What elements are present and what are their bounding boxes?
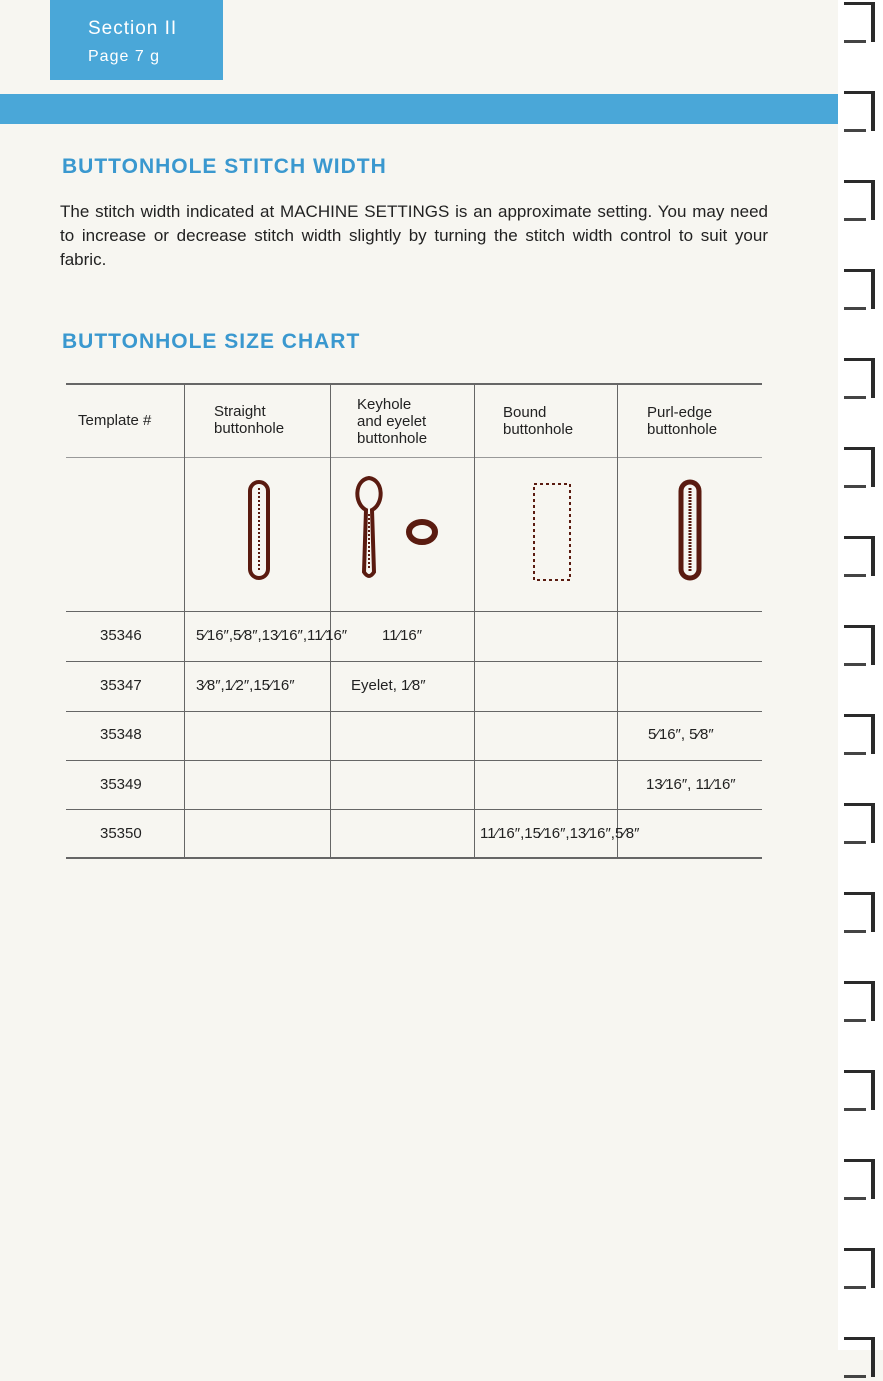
binding-ring (838, 625, 883, 669)
section-tab (50, 0, 223, 80)
stitch-width-heading: BUTTONHOLE STITCH WIDTH (62, 155, 387, 178)
binding-ring (838, 1159, 883, 1203)
stitch-width-paragraph: The stitch width indicated at MACHINE SETTINGS is an approximate setting. You may need to increase or decrease stitch width slightly by turning the stitch width control to suit your fabric. (60, 202, 768, 269)
bound-buttonhole-illustration (530, 480, 574, 584)
header-purl: Purl-edge buttonhole (647, 404, 718, 438)
straight-buttonhole-illustration (244, 478, 274, 582)
binding-ring (838, 536, 883, 580)
binding-ring (838, 1070, 883, 1114)
section-label: Section II (88, 18, 178, 39)
cell-template: 35348 (100, 726, 142, 743)
binding-ring (838, 447, 883, 491)
keyhole-buttonhole-illustration (352, 474, 460, 584)
cell-template: 35349 (100, 776, 142, 793)
size-chart-heading: BUTTONHOLE SIZE CHART (62, 330, 361, 353)
cell-straight: 5⁄16″,5⁄8″,13⁄16″,11⁄16″ (196, 627, 348, 644)
binding-ring (838, 358, 883, 402)
cell-purl: 13⁄16″, 11⁄16″ (646, 776, 736, 793)
header-band (0, 94, 840, 124)
binding-ring (838, 2, 883, 46)
binding-ring (838, 180, 883, 224)
cell-template: 35347 (100, 677, 142, 694)
header-straight: Straight buttonhole (214, 403, 285, 437)
cell-template: 35346 (100, 627, 142, 644)
binding-ring (838, 803, 883, 847)
binding-ring (838, 714, 883, 758)
binding-ring (838, 1248, 883, 1292)
cell-bound: 11⁄16″,15⁄16″,13⁄16″,5⁄8″ (480, 825, 640, 842)
header-bound: Bound buttonhole (503, 404, 574, 438)
cell-template: 35350 (100, 825, 142, 842)
binding-ring (838, 981, 883, 1025)
binding-ring (838, 91, 883, 135)
page-label: Page 7 g (88, 48, 161, 65)
header-keyhole: Keyhole and eyelet buttonhole (357, 396, 428, 447)
binding-ring (838, 269, 883, 313)
cell-keyhole: Eyelet, 1⁄8″ (351, 677, 426, 694)
binding-ring (838, 1337, 883, 1381)
purl-edge-buttonhole-illustration (675, 478, 705, 582)
binding-ring (838, 892, 883, 936)
spiral-binding (838, 0, 883, 1350)
cell-keyhole: 11⁄16″ (382, 627, 423, 644)
cell-straight: 3⁄8″,1⁄2″,15⁄16″ (196, 677, 295, 694)
header-template: Template # (78, 412, 152, 429)
cell-purl: 5⁄16″, 5⁄8″ (648, 726, 714, 743)
eyelet-icon (409, 522, 435, 542)
